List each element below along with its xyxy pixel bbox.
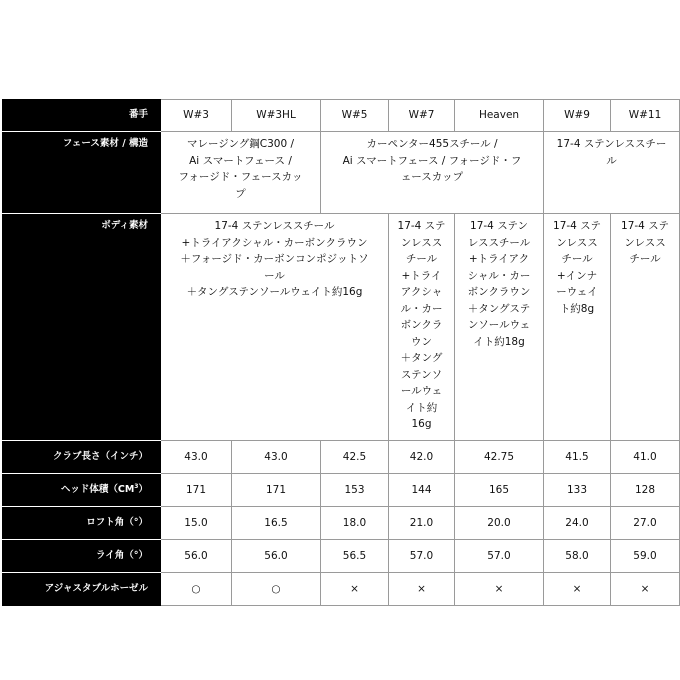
hosel-cell: ○	[232, 573, 321, 606]
text-line: +インナ	[556, 269, 598, 282]
text-line: ンレスス	[400, 236, 443, 249]
face-material-cell	[321, 132, 544, 214]
loft-cell: 16.5	[232, 507, 321, 540]
text-line: ェースカップ	[400, 171, 464, 183]
spec-table	[2, 99, 680, 606]
loft-cell: 27.0	[611, 507, 680, 540]
text-line: ＋タングステ	[467, 302, 531, 315]
volume-label: ヘッド体積（CM	[60, 483, 135, 495]
row-header-face: フェース素材 / 構造	[3, 132, 161, 214]
text-line: 17-4 ステンレススチー	[556, 138, 667, 150]
face-material-cell	[161, 132, 321, 214]
model-cell: W#7	[389, 100, 455, 132]
length-cell: 43.0	[161, 441, 232, 474]
text-line: ル・カー	[400, 302, 443, 315]
body-material-cell	[455, 214, 544, 441]
length-cell: 41.5	[544, 441, 611, 474]
row-header-volume	[3, 474, 161, 507]
lie-cell: 57.0	[389, 540, 455, 573]
row-head-volume	[3, 474, 680, 507]
text-line: マレージング鋼C300 /	[186, 138, 295, 150]
text-line: +トライ	[401, 269, 442, 282]
text-line: ンソールウェ	[467, 319, 531, 331]
lie-cell: 58.0	[544, 540, 611, 573]
text-line: ＋フォージド・カーボンコンポジットソ	[180, 253, 369, 265]
row-loft	[3, 507, 680, 540]
text-line: +トライアクシャル・カーボンクラウン	[181, 236, 368, 249]
text-line: ボンクラ	[400, 319, 443, 331]
lie-cell: 56.0	[161, 540, 232, 573]
hosel-cell: ○	[161, 573, 232, 606]
text-line: チール	[561, 253, 593, 265]
hosel-cell: ×	[321, 573, 389, 606]
text-line: 16g	[411, 418, 432, 430]
hosel-cell: ×	[544, 573, 611, 606]
text-line: ウン	[411, 335, 432, 348]
text-line: チール	[405, 253, 438, 265]
loft-cell: 18.0	[321, 507, 389, 540]
text-line: ーウェイ	[556, 286, 598, 298]
model-cell: W#3	[161, 100, 232, 132]
model-cell: W#11	[611, 100, 680, 132]
text-line: チール	[629, 253, 661, 265]
face-material-cell	[544, 132, 680, 214]
row-header-lie: ライ角（°）	[3, 540, 161, 573]
row-club-length	[3, 441, 680, 474]
text-line: イト約18g	[473, 335, 525, 348]
row-face-material	[3, 132, 680, 214]
body-material-cell	[611, 214, 680, 441]
text-line: ト約8g	[559, 302, 595, 315]
text-line: Ai スマートフェース /	[189, 154, 292, 167]
text-line: ＋タング	[400, 352, 443, 364]
body-material-cell	[389, 214, 455, 441]
length-cell: 42.0	[389, 441, 455, 474]
text-line: ンレスス	[624, 236, 666, 249]
row-header-hosel: アジャスタブルホーゼル	[3, 573, 161, 606]
loft-cell: 20.0	[455, 507, 544, 540]
hosel-cell: ×	[455, 573, 544, 606]
volume-cell: 144	[389, 474, 455, 507]
row-header-length: クラブ長さ（インチ）	[3, 441, 161, 474]
model-cell: W#3HL	[232, 100, 321, 132]
text-line: 17-4 ステ	[397, 220, 446, 232]
lie-cell: 59.0	[611, 540, 680, 573]
text-line: プ	[235, 187, 246, 200]
model-cell: Heaven	[455, 100, 544, 132]
text-line: 17-4 ステ	[621, 220, 669, 232]
body-material-cell	[161, 214, 389, 441]
model-cell: W#9	[544, 100, 611, 132]
text-line: ステンソ	[400, 368, 443, 381]
text-line: シャル・カー	[467, 269, 531, 282]
row-header-loft: ロフト角（°）	[3, 507, 161, 540]
volume-cell: 171	[161, 474, 232, 507]
body-material-cell	[544, 214, 611, 441]
text-line: ル	[606, 154, 617, 167]
length-cell: 42.5	[321, 441, 389, 474]
text-line: レススチール	[467, 236, 531, 249]
volume-cell: 171	[232, 474, 321, 507]
hosel-cell: ×	[389, 573, 455, 606]
row-header-body: ボディ素材	[3, 214, 161, 441]
loft-cell: 24.0	[544, 507, 611, 540]
row-adjustable-hosel	[3, 573, 680, 606]
lie-cell: 56.0	[232, 540, 321, 573]
row-body-material	[3, 214, 680, 441]
text-line: ンレスス	[556, 236, 598, 249]
text-line: ール	[264, 269, 285, 282]
volume-label-close: ）	[138, 483, 148, 495]
text-line: イト約	[405, 401, 438, 414]
length-cell: 43.0	[232, 441, 321, 474]
length-cell: 42.75	[455, 441, 544, 474]
hosel-cell: ×	[611, 573, 680, 606]
text-line: ールウェ	[400, 385, 443, 397]
loft-cell: 15.0	[161, 507, 232, 540]
text-line: カーペンター455スチール /	[366, 138, 498, 150]
length-cell: 41.0	[611, 441, 680, 474]
row-header-number: 番手	[3, 100, 161, 132]
text-line: 17-4 ステンレススチール	[214, 220, 335, 232]
lie-cell: 56.5	[321, 540, 389, 573]
lie-cell: 57.0	[455, 540, 544, 573]
row-lie	[3, 540, 680, 573]
volume-superscript: 3	[134, 482, 139, 490]
volume-cell: 128	[611, 474, 680, 507]
text-line: アクシャ	[400, 286, 443, 298]
model-cell: W#5	[321, 100, 389, 132]
text-line: 17-4 ステ	[553, 220, 601, 232]
text-line: Ai スマートフェース / フォージド・フ	[342, 154, 522, 167]
text-line: ＋タングステンソールウェイト約16g	[186, 286, 363, 298]
text-line: +トライアク	[468, 253, 530, 265]
volume-cell: 165	[455, 474, 544, 507]
volume-cell: 133	[544, 474, 611, 507]
volume-cell: 153	[321, 474, 389, 507]
row-number	[3, 100, 680, 132]
text-line: 17-4 ステン	[470, 220, 528, 232]
text-line: ボンクラウン	[467, 286, 531, 298]
loft-cell: 21.0	[389, 507, 455, 540]
text-line: フォージド・フェースカッ	[178, 171, 303, 183]
